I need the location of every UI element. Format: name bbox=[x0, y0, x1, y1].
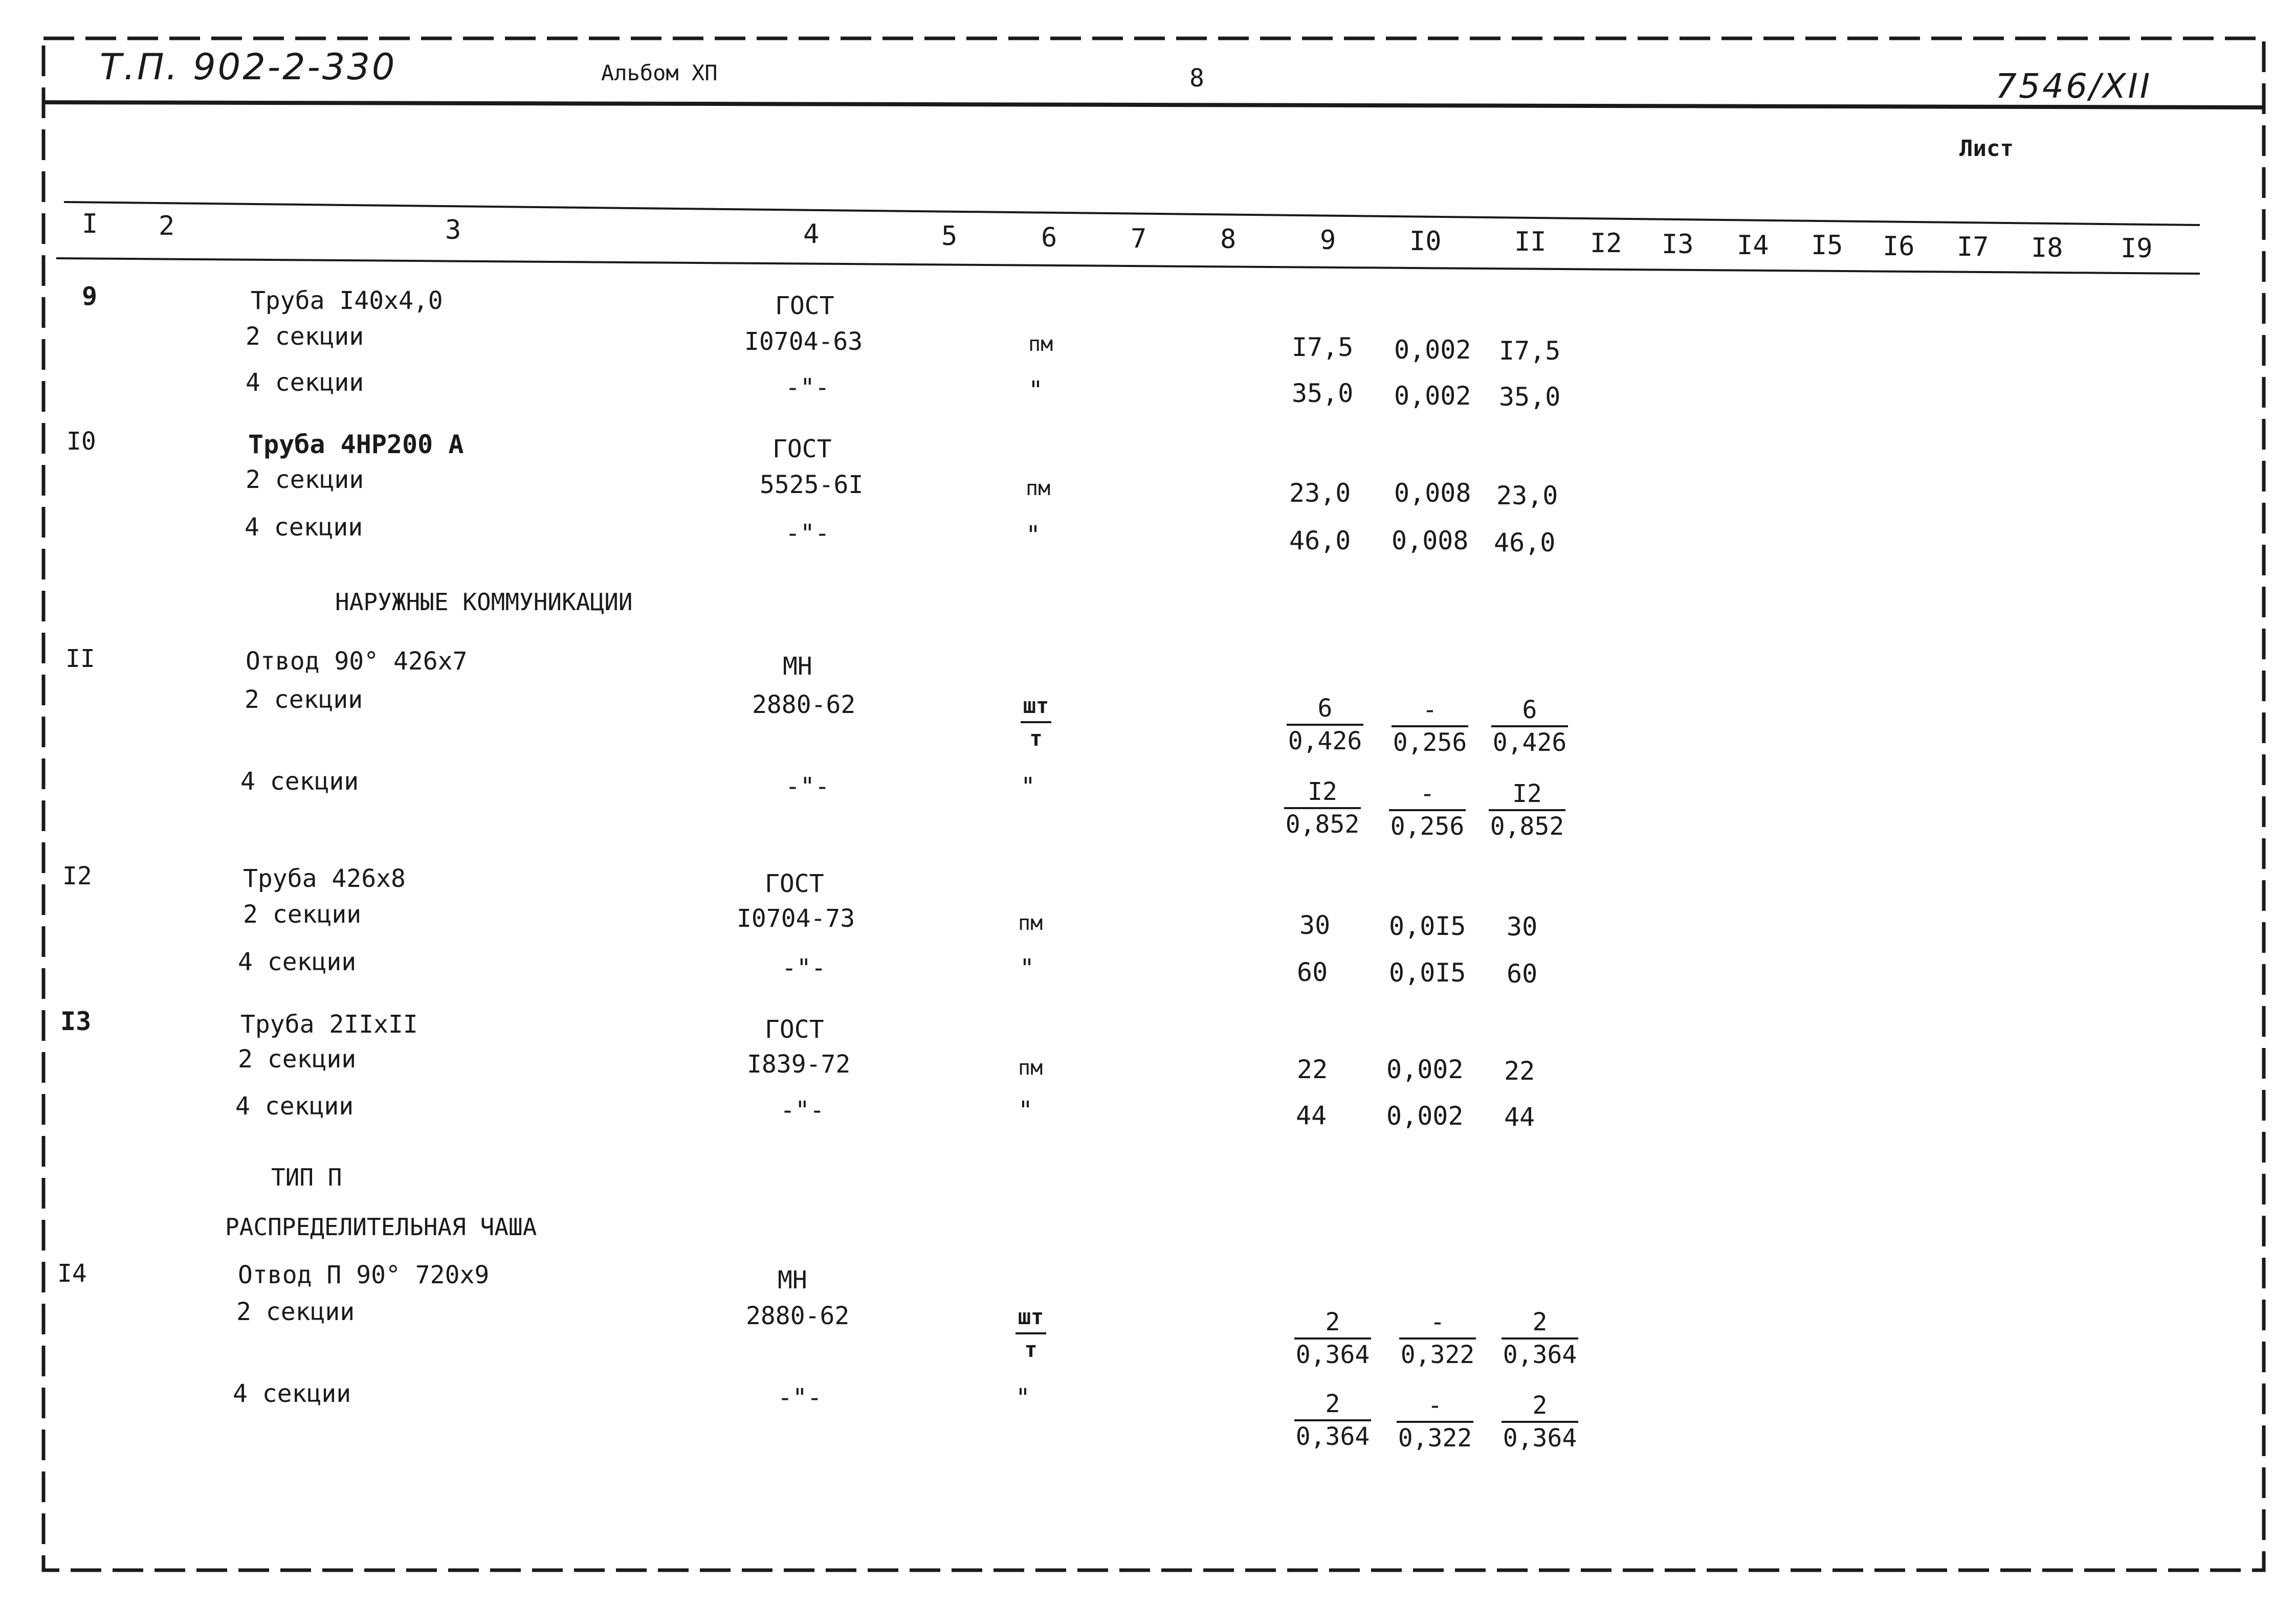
page-number: 8 bbox=[1189, 64, 1204, 93]
standard-type: ГОСТ bbox=[772, 435, 832, 463]
ditto-mark: -"- bbox=[778, 1383, 822, 1412]
value-col10: 0,008 bbox=[1392, 526, 1469, 555]
col-header: I0 bbox=[1409, 226, 1442, 257]
fraction-col10 bbox=[1399, 1307, 1476, 1370]
denominator: 0,852 bbox=[1490, 812, 1564, 841]
item-name: Труба 4НР200 А bbox=[248, 430, 464, 459]
standard-type: ГОСТ bbox=[765, 1015, 824, 1044]
item-name: Труба 426х8 bbox=[243, 864, 406, 893]
unit-top: шт bbox=[1015, 1302, 1046, 1334]
col-header: II bbox=[1514, 227, 1547, 257]
value-col11: 30 bbox=[1507, 912, 1538, 942]
unit: пм bbox=[1018, 1056, 1043, 1080]
fraction-col11 bbox=[1502, 1390, 1578, 1454]
standard-number: I0704-63 bbox=[744, 327, 863, 356]
value-col11: 46,0 bbox=[1494, 528, 1556, 557]
sheet-label: Лист bbox=[1959, 136, 2014, 162]
col-header: 5 bbox=[941, 221, 958, 252]
value-col9: 23,0 bbox=[1289, 478, 1351, 508]
denominator: 0,426 bbox=[1492, 728, 1567, 757]
value-col9: 46,0 bbox=[1289, 526, 1351, 555]
ditto-mark: " bbox=[1020, 954, 1034, 983]
value-col9: I7,5 bbox=[1292, 332, 1354, 362]
numerator: I2 bbox=[1489, 778, 1565, 811]
fraction-col9 bbox=[1294, 1389, 1371, 1452]
denominator: 0,364 bbox=[1295, 1341, 1370, 1369]
ditto-mark: -"- bbox=[785, 373, 830, 402]
value-col10: 0,002 bbox=[1394, 381, 1471, 411]
album-label: Альбом ХП bbox=[601, 60, 718, 85]
row-number: I2 bbox=[62, 862, 92, 890]
standard-number: I0704-73 bbox=[737, 904, 855, 933]
value-col11: 44 bbox=[1504, 1102, 1535, 1132]
ditto-mark: " bbox=[1018, 1096, 1033, 1125]
unit-top: шт bbox=[1021, 690, 1051, 723]
section-heading: НАРУЖНЫЕ КОММУНИКАЦИИ bbox=[335, 588, 633, 616]
section-label: 4 секции bbox=[238, 948, 357, 976]
section-label: 4 секции bbox=[235, 1092, 354, 1121]
col-header: I2 bbox=[1590, 228, 1622, 259]
fraction-col9 bbox=[1284, 776, 1361, 840]
header-top-rule bbox=[64, 202, 2200, 225]
denominator: 0,322 bbox=[1398, 1424, 1472, 1453]
section-label: 2 секции bbox=[246, 322, 364, 351]
value-col9: 35,0 bbox=[1292, 378, 1354, 408]
value-col10: 0,008 bbox=[1394, 478, 1471, 508]
section-label: 4 секции bbox=[246, 368, 364, 397]
section-label: 2 секции bbox=[245, 685, 363, 714]
numerator: 2 bbox=[1294, 1389, 1371, 1421]
unit-fraction bbox=[1021, 690, 1051, 754]
col-header: 6 bbox=[1041, 222, 1057, 253]
col-header: I7 bbox=[1957, 232, 1989, 262]
col-header: 8 bbox=[1220, 224, 1237, 255]
ditto-mark: " bbox=[1021, 772, 1035, 801]
value-col10: 0,002 bbox=[1386, 1101, 1464, 1131]
unit: пм bbox=[1018, 911, 1043, 935]
col-header: 7 bbox=[1131, 224, 1147, 254]
fraction-col11 bbox=[1491, 695, 1568, 758]
standard-type: МН bbox=[783, 652, 812, 681]
value-col10: 0,0I5 bbox=[1389, 911, 1466, 941]
row-number: II bbox=[65, 644, 95, 673]
denominator: 0,322 bbox=[1400, 1341, 1475, 1369]
col-header: 4 bbox=[803, 219, 820, 250]
ditto-mark: -"- bbox=[785, 772, 830, 801]
fraction-col9 bbox=[1294, 1307, 1371, 1370]
col-header: I4 bbox=[1737, 230, 1769, 261]
fraction-col10 bbox=[1397, 1390, 1473, 1454]
value-col10: 0,0I5 bbox=[1389, 958, 1466, 988]
value-col10: 0,002 bbox=[1394, 335, 1471, 365]
row-number: I4 bbox=[57, 1259, 87, 1288]
col-header: I9 bbox=[2121, 233, 2153, 264]
title-divider bbox=[43, 102, 2264, 107]
col-header: I bbox=[82, 209, 98, 239]
unit-fraction bbox=[1015, 1302, 1046, 1365]
value-col9: 60 bbox=[1297, 957, 1328, 987]
numerator: - bbox=[1392, 695, 1468, 727]
denominator: 0,426 bbox=[1288, 727, 1362, 755]
value-col9: 44 bbox=[1296, 1101, 1327, 1130]
value-col9: 22 bbox=[1297, 1055, 1328, 1084]
denominator: 0,256 bbox=[1390, 812, 1465, 841]
doc-code: Т.П. 902-2-330 bbox=[100, 46, 397, 88]
numerator: - bbox=[1399, 1307, 1476, 1340]
numerator: 2 bbox=[1294, 1307, 1371, 1340]
numerator: I2 bbox=[1284, 776, 1361, 809]
fraction-col10 bbox=[1392, 695, 1468, 758]
item-name: Труба I40х4,0 bbox=[251, 286, 443, 315]
numerator: - bbox=[1389, 778, 1466, 811]
value-col9: 30 bbox=[1299, 910, 1331, 940]
ditto-mark: " bbox=[1026, 521, 1041, 549]
fraction-col10 bbox=[1389, 778, 1466, 842]
denominator: 0,364 bbox=[1503, 1424, 1577, 1453]
unit-bottom: т bbox=[1029, 726, 1043, 751]
ditto-mark: " bbox=[1015, 1383, 1030, 1412]
standard-number: 2880-62 bbox=[752, 690, 856, 719]
section-label: 2 секции bbox=[246, 465, 364, 494]
col-header: 3 bbox=[445, 215, 461, 245]
col-header: I6 bbox=[1883, 231, 1915, 262]
value-col11: 60 bbox=[1507, 959, 1538, 989]
standard-number: 5525-6I bbox=[760, 471, 864, 499]
fraction-col11 bbox=[1489, 778, 1565, 842]
item-name: Отвод 90° 426х7 bbox=[246, 647, 468, 676]
value-col11: 23,0 bbox=[1496, 481, 1558, 510]
item-name: Труба 2IIхII bbox=[240, 1010, 418, 1039]
value-col11: I7,5 bbox=[1499, 336, 1561, 366]
fraction-col11 bbox=[1502, 1307, 1578, 1370]
denominator: 0,364 bbox=[1503, 1341, 1577, 1369]
denominator: 0,852 bbox=[1285, 810, 1360, 839]
denominator: 0,256 bbox=[1393, 728, 1467, 757]
col-header: 2 bbox=[159, 211, 175, 241]
section-label: 2 секции bbox=[238, 1045, 357, 1074]
item-name: Отвод П 90° 720х9 bbox=[238, 1261, 490, 1289]
row-number: I3 bbox=[60, 1007, 92, 1036]
section-label: 4 секции bbox=[233, 1379, 351, 1408]
numerator: 6 bbox=[1491, 695, 1568, 727]
value-col11: 35,0 bbox=[1499, 382, 1561, 412]
section-label: 4 секции bbox=[240, 767, 359, 796]
unit: пм bbox=[1026, 477, 1051, 500]
header-bottom-rule bbox=[56, 258, 2200, 274]
standard-number: 2880-62 bbox=[746, 1302, 850, 1330]
value-col11: 22 bbox=[1504, 1056, 1535, 1086]
numerator: 2 bbox=[1502, 1390, 1578, 1423]
numerator: 2 bbox=[1502, 1307, 1578, 1340]
unit: пм bbox=[1028, 332, 1053, 356]
standard-type: МН bbox=[778, 1266, 807, 1294]
inventory-number: 7546/XII bbox=[1995, 66, 2152, 106]
ditto-mark: -"- bbox=[785, 519, 830, 548]
section-heading: ТИП П bbox=[271, 1164, 342, 1191]
col-header: 9 bbox=[1320, 225, 1336, 256]
standard-type: ГОСТ bbox=[765, 869, 824, 898]
denominator: 0,364 bbox=[1295, 1422, 1370, 1451]
row-number: I0 bbox=[67, 427, 96, 456]
standard-type: ГОСТ bbox=[775, 292, 834, 320]
value-col10: 0,002 bbox=[1386, 1055, 1464, 1084]
numerator: - bbox=[1397, 1390, 1473, 1423]
col-header: I3 bbox=[1662, 229, 1694, 260]
standard-number: I839-72 bbox=[747, 1050, 851, 1079]
section-label: 4 секции bbox=[245, 513, 363, 542]
section-heading: РАСПРЕДЕЛИТЕЛЬНАЯ ЧАША bbox=[225, 1213, 537, 1241]
col-header: I8 bbox=[2031, 233, 2063, 263]
section-label: 2 секции bbox=[243, 900, 362, 929]
fraction-col9 bbox=[1287, 693, 1363, 756]
ditto-mark: -"- bbox=[780, 1096, 825, 1125]
ditto-mark: " bbox=[1028, 376, 1043, 405]
numerator: 6 bbox=[1287, 693, 1363, 726]
col-header: I5 bbox=[1811, 230, 1843, 261]
row-number: 9 bbox=[82, 281, 98, 311]
outer-border bbox=[43, 38, 2264, 1570]
section-label: 2 секции bbox=[236, 1298, 355, 1326]
ditto-mark: -"- bbox=[782, 954, 826, 983]
unit-bottom: т bbox=[1024, 1337, 1037, 1362]
